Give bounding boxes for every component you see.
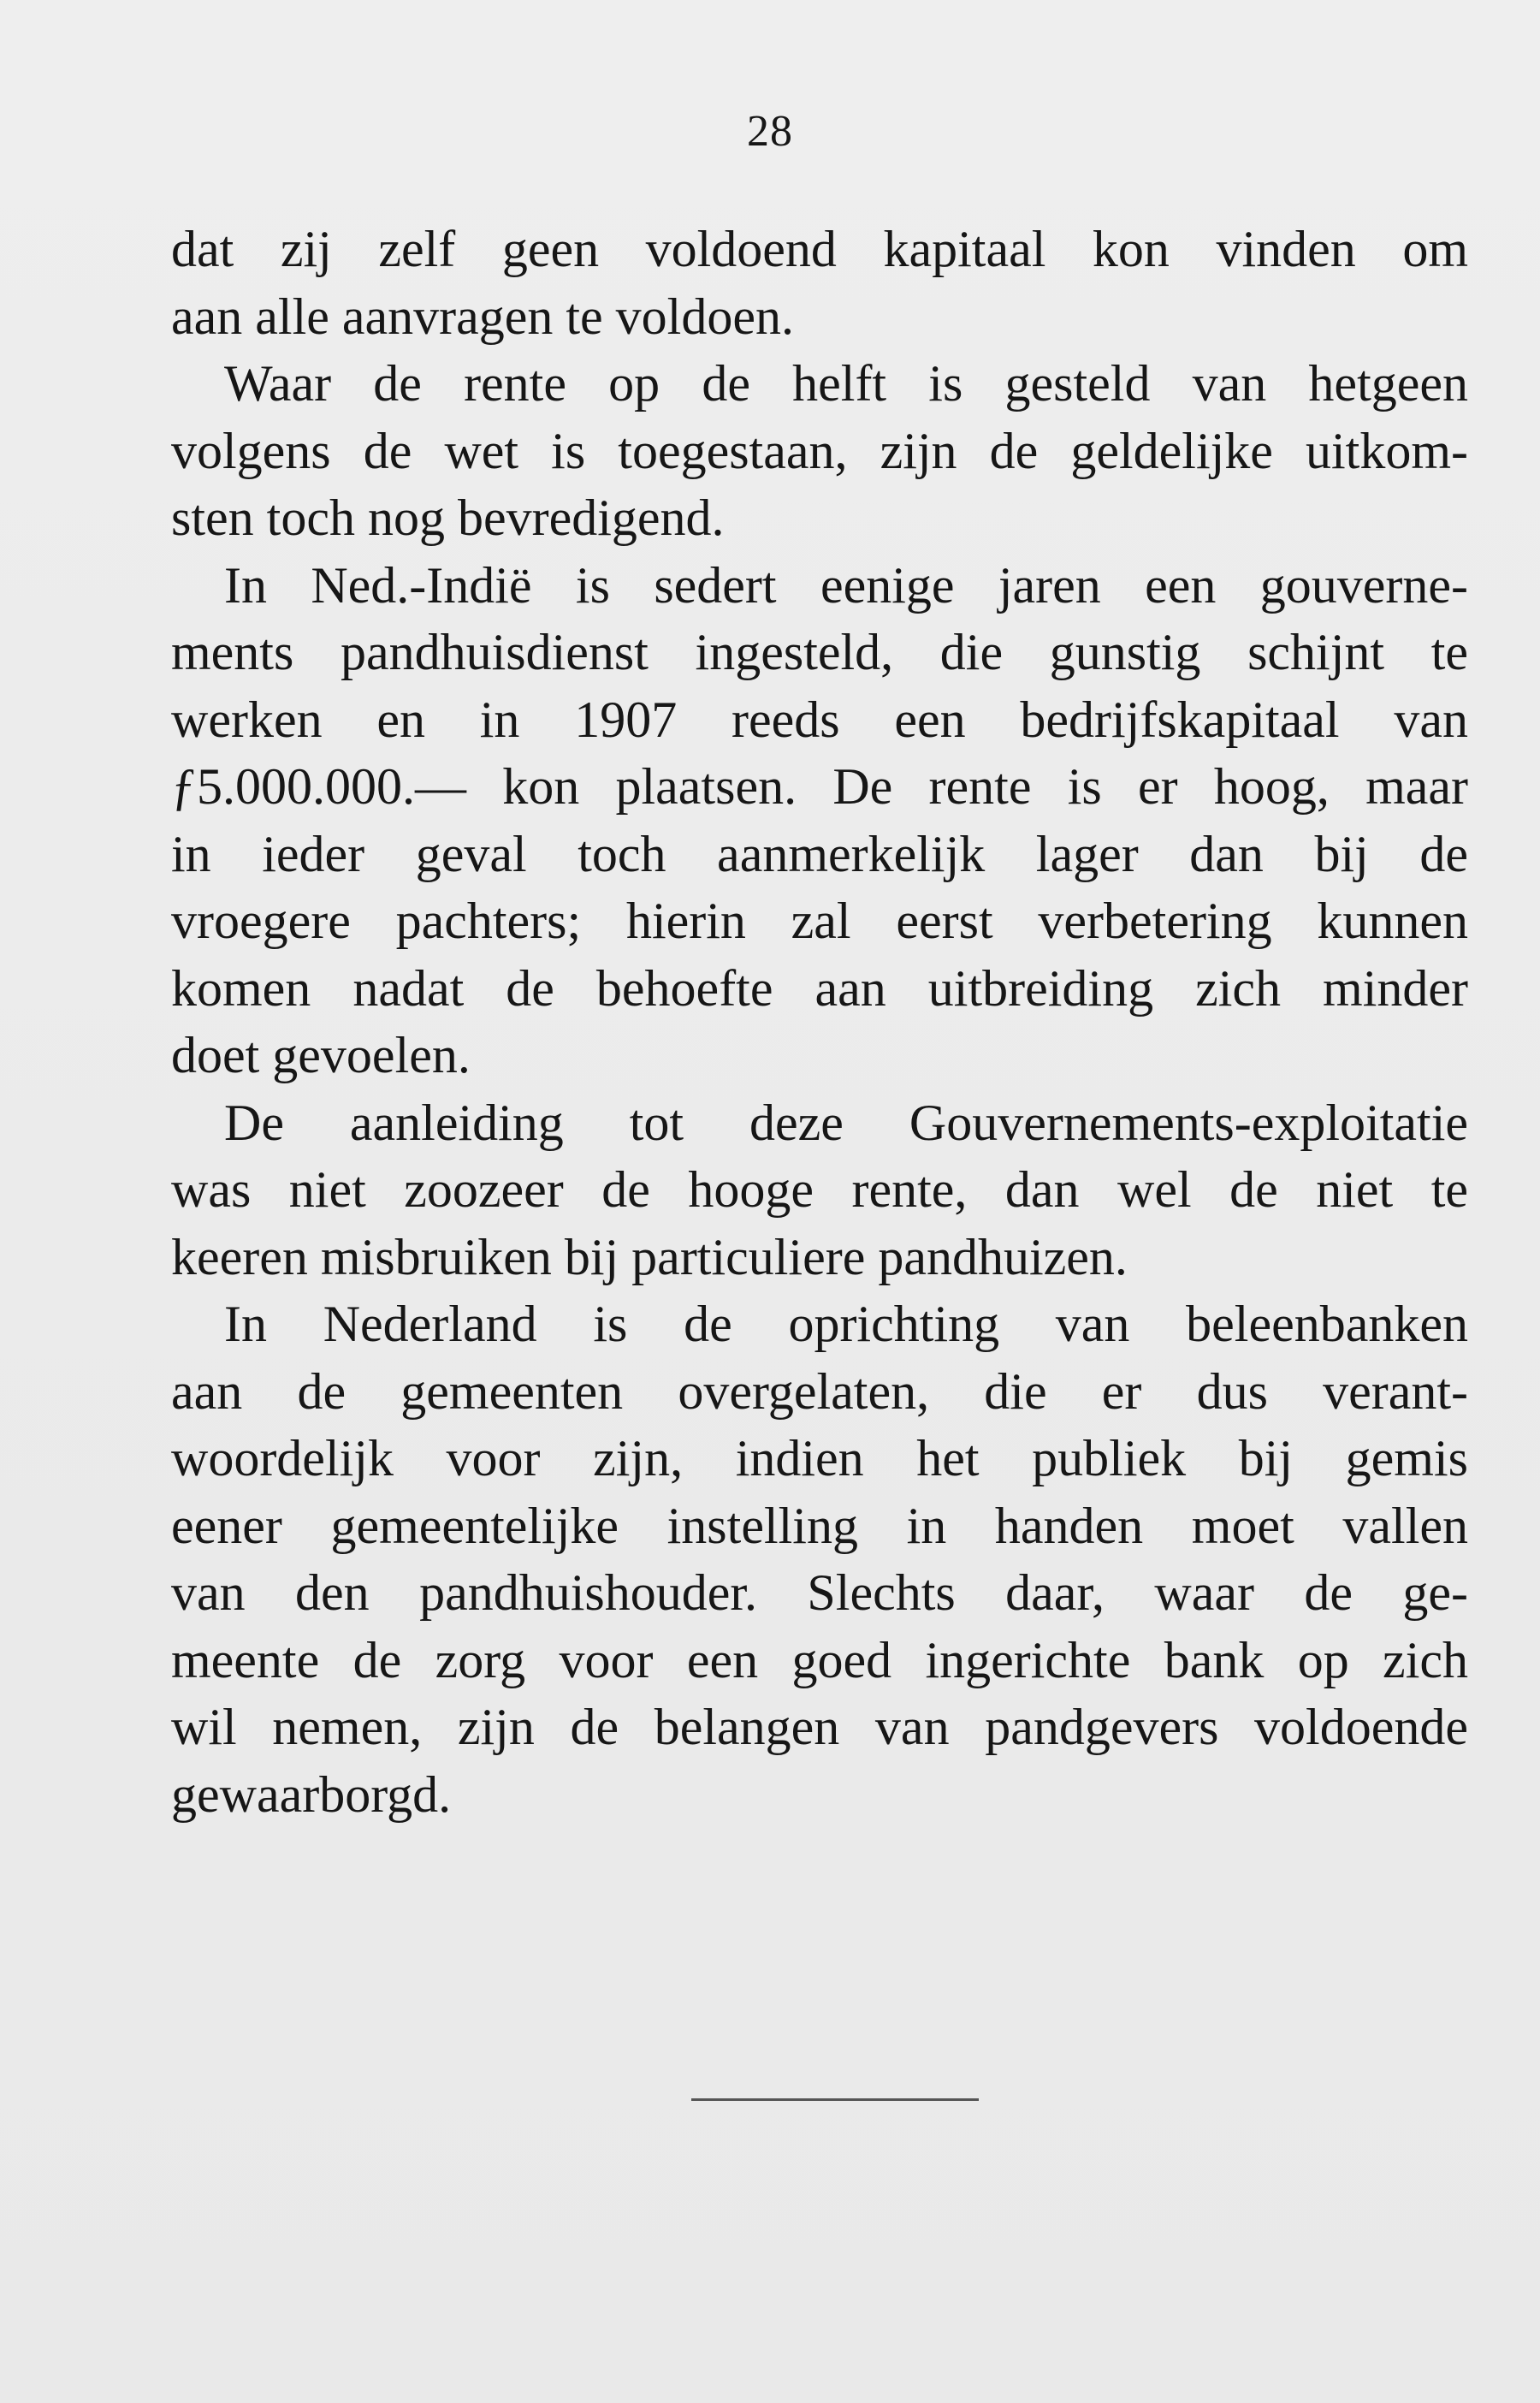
text-line: komen nadat de behoefte aan uitbreiding zich minder bbox=[171, 959, 1468, 1017]
text-line: keeren misbruiken bij particuliere pandhuizen. bbox=[171, 1228, 1128, 1285]
text-line: In Ned.-Indië is sedert eenige jaren een gouverne- bbox=[224, 556, 1468, 614]
text-line: vroegere pachters; hierin zal eerst verbetering kunnen bbox=[171, 893, 1468, 949]
text-line: woordelijk voor zijn, indien het publiek bij gemis bbox=[171, 1430, 1468, 1486]
text-line: De aanleiding tot deze Gouvernements-exploitatie bbox=[224, 1094, 1468, 1151]
body-text bbox=[171, 216, 1468, 1828]
text-line: sten toch nog bevredigend. bbox=[171, 490, 725, 546]
text-line: volgens de wet is toegestaan, zijn de geldelijke uitkom- bbox=[171, 422, 1468, 479]
text-line: ments pandhuisdienst ingesteld, die gunstig schijnt te bbox=[171, 624, 1468, 680]
end-rule bbox=[691, 2098, 979, 2101]
text-line: dat zij zelf geen voldoend kapitaal kon vinden om bbox=[171, 221, 1468, 277]
text-line: In Nederland is de oprichting van beleenbanken bbox=[224, 1296, 1468, 1352]
text-line: was niet zoozeer de hooge rente, dan wel de niet te bbox=[171, 1161, 1468, 1218]
text-line: werken en in 1907 reeds een bedrijfskapitaal van bbox=[171, 691, 1468, 748]
text-line: Waar de rente op de helft is gesteld van hetgeen bbox=[224, 355, 1468, 412]
text-line: eener gemeentelijke instelling in handen moet vallen bbox=[171, 1497, 1468, 1554]
text-line: ƒ5.000.000.— kon plaatsen. De rente is er hoog, maar bbox=[171, 758, 1468, 815]
text-line: aan de gemeenten overgelaten, die er dus verant- bbox=[171, 1362, 1468, 1420]
text-line: doet gevoelen. bbox=[171, 1027, 471, 1083]
text-line: van den pandhuishouder. Slechts daar, waar de ge- bbox=[171, 1564, 1468, 1621]
text-line: aan alle aanvragen te voldoen. bbox=[171, 288, 794, 345]
text-line: in ieder geval toch aanmerkelijk lager dan bij de bbox=[171, 825, 1468, 882]
page-number: 28 bbox=[747, 107, 793, 156]
text-line: wil nemen, zijn de belangen van pandgevers voldoende bbox=[171, 1699, 1468, 1755]
text-line: meente de zorg voor een goed ingerichte bank op zich bbox=[171, 1631, 1468, 1688]
text-line: gewaarborgd. bbox=[171, 1765, 452, 1823]
